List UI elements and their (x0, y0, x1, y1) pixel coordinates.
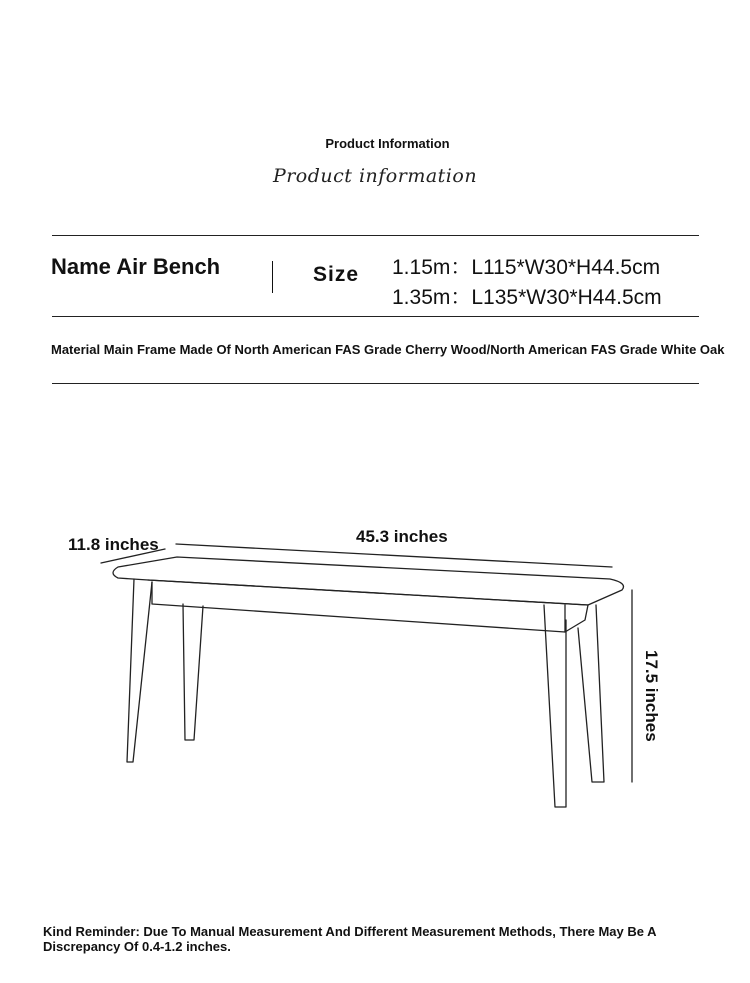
size-option-2: 1.35m：L135*W30*H44.5cm (392, 286, 662, 309)
page-title: Product Information (325, 136, 450, 151)
product-name: Name Air Bench (51, 254, 221, 279)
bench-leg-back-left (183, 604, 203, 740)
script-title: Product information (272, 165, 478, 187)
bench-leg-back-right (578, 605, 604, 782)
size-label: Size (313, 263, 360, 286)
bench-leg-front-right (544, 605, 566, 807)
depth-label: 11.8 inches (68, 535, 159, 554)
bench-seat-edge (148, 580, 588, 605)
size-option-1: 1.15m：L115*W30*H44.5cm (392, 256, 661, 279)
material-text: Material Main Frame Made Of North American FAS Grade Cherry Wood/North American FAS Grade White Oak (51, 342, 725, 357)
length-dimension-line (176, 544, 612, 567)
height-label: 17.5 inches (642, 650, 661, 742)
kind-reminder: Kind Reminder: Due To Manual Measurement And Different Measurement Methods, There May Be A Discrepancy Of 0.4-1.2 inches. (43, 924, 657, 954)
bench-apron-end (565, 605, 588, 632)
bench-leg-front-left (127, 579, 152, 762)
bench-apron (152, 582, 565, 632)
length-label: 45.3 inches (356, 527, 448, 546)
